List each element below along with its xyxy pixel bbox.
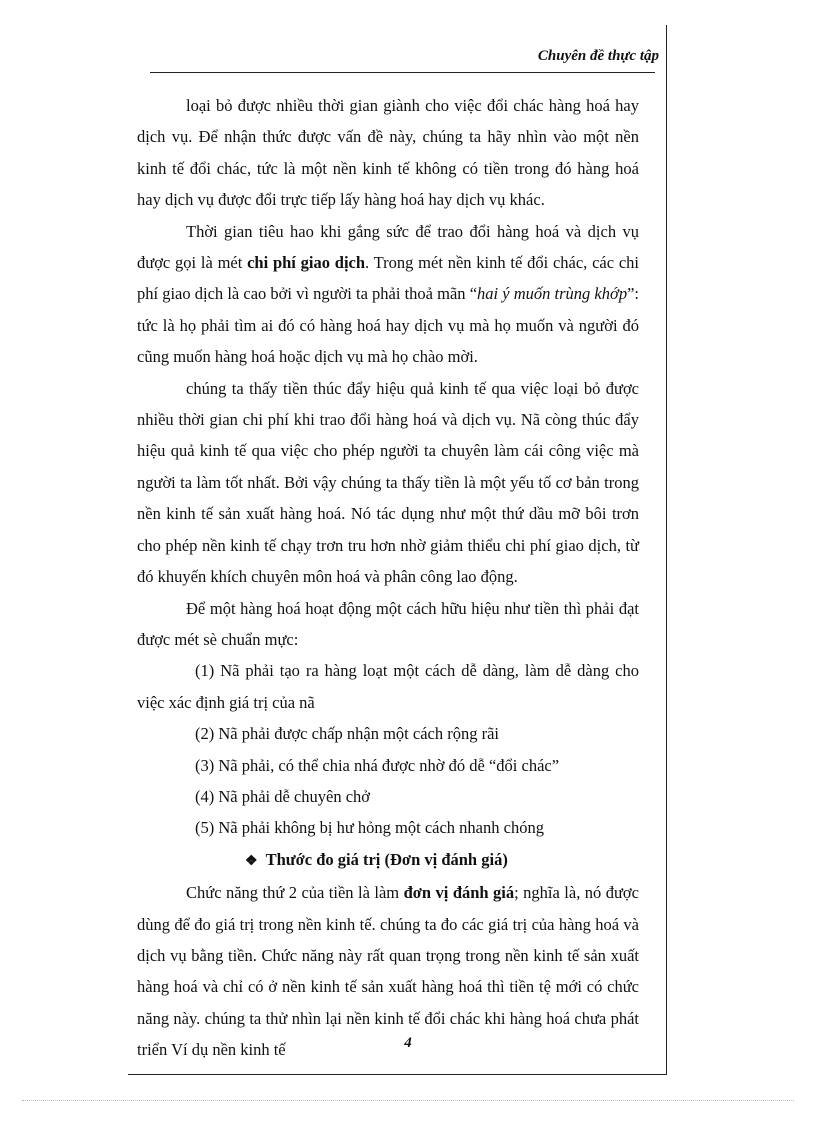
paragraph: Để một hàng hoá hoạt động một cách hữu hiệu như tiền thì phải đạt được mét sè chuẩn mực: [137,598,639,649]
bottom-dotted-line [22,1100,794,1101]
document-body [137,90,639,1066]
diamond-bullet-icon: ❖ [245,853,258,869]
running-header: Chuyên đề thực tập [537,48,659,64]
list-item: (4) Nã phải dễ chuyên chở [195,786,371,806]
list-item: (2) Nã phải được chấp nhận một cách rộng rãi [195,724,500,744]
paragraph: Thời gian tiêu hao khi gắng sức để trao đổi hàng hoá và dịch vụ được gọi là mét chi phí giao dịch. Trong mét nền kinh tế đổi chác, các chi phí giao dịch là cao bởi vì người ta phải thoả mãn “hai ý muốn trùng khớp”: tức là họ phải tìm ai đó có hàng hoá hay dịch vụ mà họ muốn và người đó cũng muốn hàng hoá hoặc dịch vụ mà họ chào mời. [137,221,639,367]
bold-term: đơn vị đánh giá [403,883,515,903]
paragraph: loại bỏ được nhiều thời gian giành cho việc đổi chác hàng hoá hay dịch vụ. Để nhận thức được vấn đề này, chúng ta hãy nhìn vào một nền kinh tế đổi chác, tức là một nền kinh tế không có tiền trong đó hàng hoá hay dịch vụ được đổi trực tiếp lấy hàng hoá hay dịch vụ khác. [137,96,639,210]
page-number: 4 [404,1035,412,1051]
header-rule [150,72,655,73]
bold-term: chi phí giao dịch [247,253,366,273]
section-heading: ❖ Thước đo giá trị (Đơn vị đánh giá) [245,849,508,869]
paragraph: chúng ta thấy tiền thúc đẩy hiệu quả kinh tế qua việc loại bỏ được nhiều thời gian chi phí khi trao đổi hàng hoá và dịch vụ. Nã còng thúc đẩy hiệu quả kinh tế qua việc cho phép người ta chuyên làm cái công việc mà người ta làm tốt nhất. Bởi vậy chúng ta thấy tiền là một yếu tố cơ bản trong nền kinh tế sản xuất hàng hoá. Nó tác dụng như một thứ dầu mỡ bôi trơn cho phép nền kinh tế chạy trơn tru hơn nhờ giảm thiểu chi phí giao dịch, từ đó khuyến khích chuyên môn hoá và phân công lao động. [137,378,639,587]
list-item: (3) Nã phải, có thể chia nhá được nhờ đó dễ “đổi chác” [195,755,560,775]
list-item: (5) Nã phải không bị hư hỏng một cách nhanh chóng [195,818,544,838]
list-item: (1) Nã phải tạo ra hàng loạt một cách dễ dàng, làm dễ dàng cho việc xác định giá trị của nã [137,661,639,712]
paragraph: Chức năng thứ 2 của tiền là làm đơn vị đánh giá; nghĩa là, nó được dùng để đo giá trị trong nền kinh tế. chúng ta đo các giá trị của hàng hoá và dịch vụ bằng tiền. Chức năng này rất quan trọng trong nền kinh tế sản xuất hàng hoá và chỉ có ở nền kinh tế sản xuất hàng hoá thì tiền tệ mới có chức năng này. chúng ta thử nhìn lại nền kinh tế đổi chác khi hàng hoá chưa phát triển Ví dụ nền kinh tế [137,883,639,1060]
italic-term: hai ý muốn trùng khớp [477,284,628,304]
